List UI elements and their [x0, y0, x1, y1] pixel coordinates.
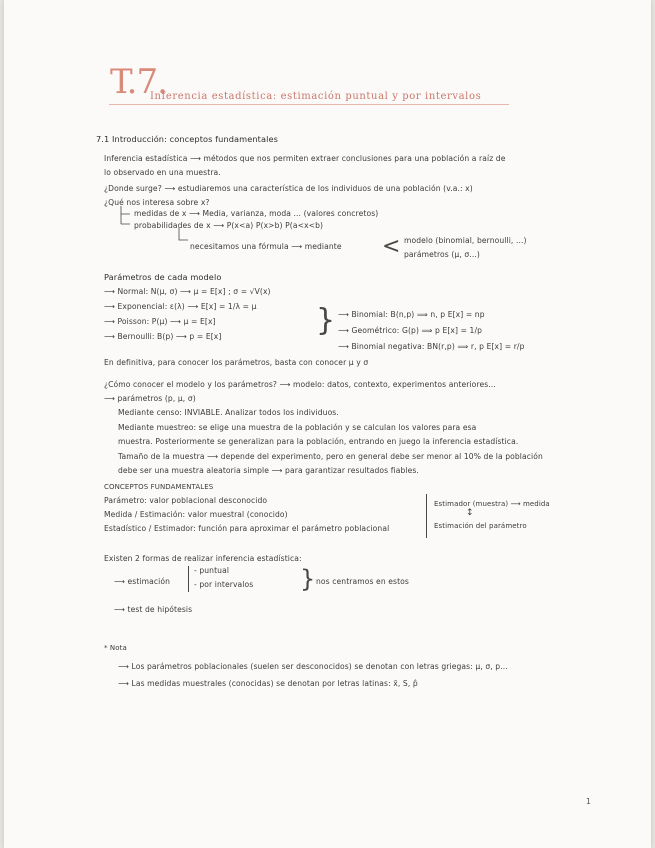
question-interest: ¿Qué nos interesa sobre x? [104, 198, 210, 207]
estimation-point: - puntual [194, 566, 230, 575]
concept-measure: Medida / Estimación: valor muestral (conocido) [104, 510, 288, 519]
inference-forms: Existen 2 formas de realizar inferencia estadística: [104, 554, 302, 563]
hypothesis-test: ⟶ test de hipótesis [114, 605, 193, 614]
section-heading-concepts: CONCEPTOS FUNDAMENTALES [104, 483, 214, 491]
how-to-know-question: ¿Cómo conocer el modelo y los parámetros? ⟶ modelo: datos, contexto, experimentos anteriores... [104, 380, 496, 389]
sample-size: Tamaño de la muestra ⟶ depende del experimento, pero en general debe ser menor al 10% de la población [118, 452, 543, 461]
model-negative-binomial: ⟶ Binomial negativa: BN(r,p) ⟹ r, p E[x] = r/p [338, 342, 525, 351]
less-than-brace-icon: < [382, 234, 401, 259]
concepts-bracket-line [426, 494, 427, 538]
model-geometric: ⟶ Geométrico: G(p) ⟹ p E[x] = 1/p [338, 326, 483, 335]
focus-note: nos centramos en estos [316, 577, 409, 586]
note-label: * Nota [104, 644, 127, 652]
sampling-method-1: Mediante muestreo: se elige una muestra de la población y se calculan los valores para esa [118, 423, 477, 432]
note-line-2: ⟶ Las medidas muestrales (conocidas) se denotan por letras latinas: x̄, S, p̂ [118, 679, 418, 688]
right-brace-icon: } [316, 303, 336, 338]
parameters-conclusion: En definitiva, para conocer los parámetros, basta con conocer μ y σ [104, 358, 369, 367]
concept-estimator: Estadístico / Estimador: función para aproximar el parámetro poblacional [104, 524, 390, 533]
model-normal: ⟶ Normal: N(μ, σ) ⟶ μ = E[x] ; σ = √V(x) [104, 287, 271, 296]
arrow-up-icon: ↕ [466, 508, 474, 518]
sampling-method-2: muestra. Posteriormente se generalizan para la población, entrando en juego la inferencia estadística. [118, 437, 519, 446]
question-where: ¿Donde surge? ⟶ estudiaremos una característica de los individuos de una población (v.a.: x) [104, 184, 473, 193]
option-model: modelo (binomial, bernoulli, ...) [404, 236, 527, 245]
section-heading-intro: 7.1 Introducción: conceptos fundamentales [96, 134, 278, 144]
parameters-list: ⟶ parámetros (p, μ, σ) [104, 394, 196, 403]
title-underline [109, 104, 509, 105]
model-bernoulli: ⟶ Bernoulli: B(p) ⟶ p = E[x] [104, 332, 222, 341]
page-number: 1 [585, 797, 591, 806]
section-heading-parameters: Parámetros de cada modelo [104, 272, 222, 282]
chapter-title: Inferencia estadística: estimación puntual y por intervalos [150, 91, 482, 102]
option-parameters: parámetros (μ, σ...) [404, 250, 480, 259]
concept-parameter: Parámetro: valor poblacional desconocido [104, 496, 268, 505]
note-line-1: ⟶ Los parámetros poblacionales (suelen ser desconocidos) se denotan con letras griegas: μ, σ, p... [118, 662, 508, 671]
estimator-note: Estimador (muestra) ⟶ medida [434, 500, 550, 508]
probabilities-item: probabilidades de x ⟶ P(x<a) P(x>b) P(a<x<b) [134, 221, 324, 230]
right-brace-icon: } [300, 565, 316, 593]
intro-line-2: lo observado en una muestra. [104, 168, 221, 177]
model-exponential: ⟶ Exponencial: ε(λ) ⟶ E[x] = 1/λ = μ [104, 302, 257, 311]
random-sample: debe ser una muestra aleatoria simple ⟶ para garantizar resultados fiables. [118, 466, 419, 475]
model-poisson: ⟶ Poisson: P(μ) ⟶ μ = E[x] [104, 317, 216, 326]
notebook-page [4, 0, 651, 848]
chapter-number: T.7. [110, 62, 167, 102]
estimation-note: Estimación del parámetro [434, 522, 527, 530]
tree-connector-icon [118, 206, 132, 230]
estimation-label: ⟶ estimación [114, 577, 171, 586]
measures-item: medidas de x ⟶ Media, varianza, moda ... (valores concretos) [134, 209, 379, 218]
estimation-bracket-line [188, 566, 189, 592]
sub-connector-icon [176, 228, 190, 246]
census-method: Mediante censo: INVIABLE. Analizar todos los individuos. [118, 408, 339, 417]
intro-line-1: Inferencia estadística ⟶ métodos que nos permiten extraer conclusiones para una población a raíz de [104, 154, 506, 163]
estimation-interval: - por intervalos [194, 580, 254, 589]
model-binomial: ⟶ Binomial: B(n,p) ⟹ n, p E[x] = np [338, 310, 485, 319]
formula-item: necesitamos una fórmula ⟶ mediante [190, 242, 342, 251]
